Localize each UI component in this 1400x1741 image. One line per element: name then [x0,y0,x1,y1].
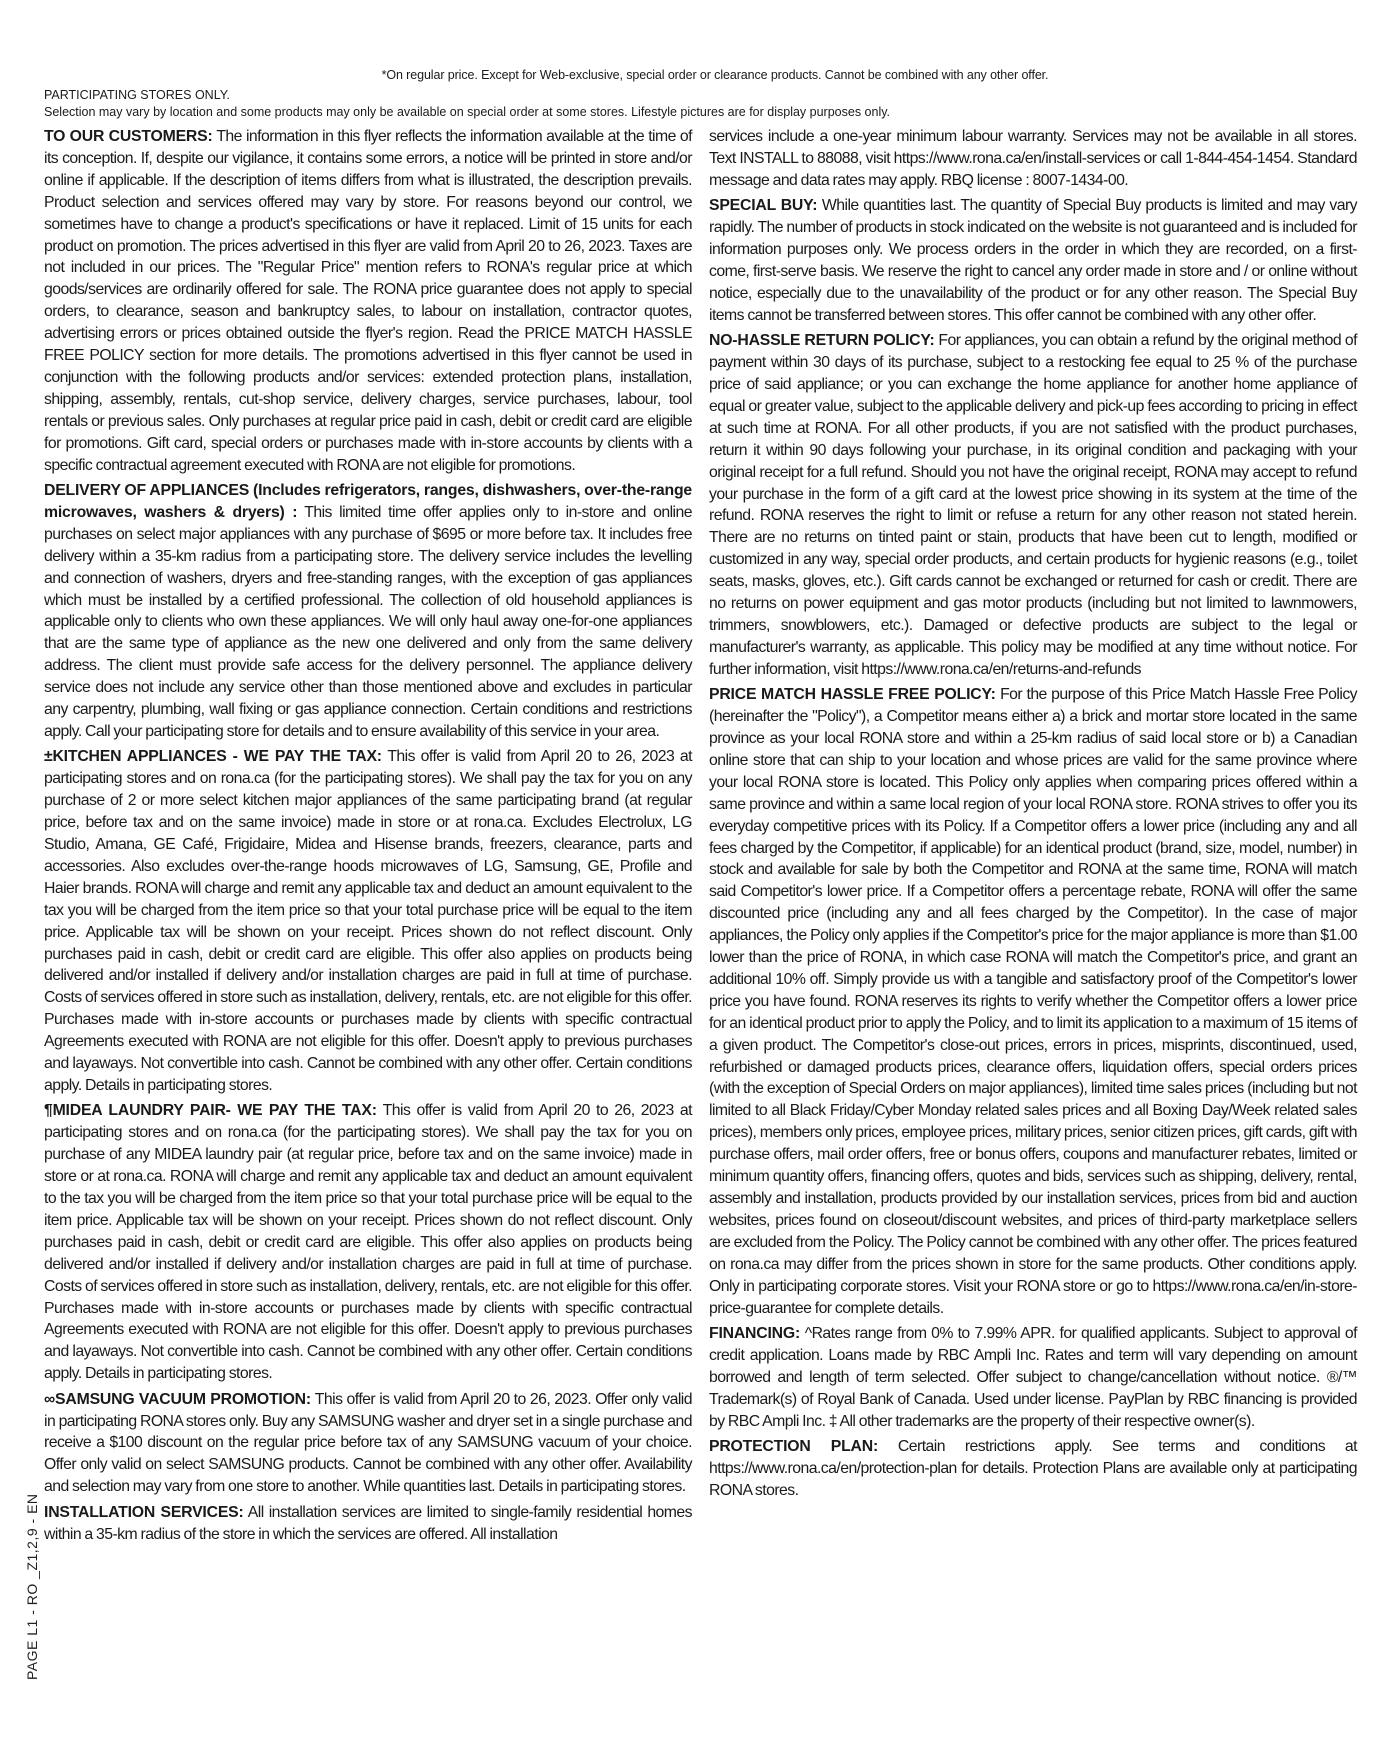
section-to-our-customers [44,126,692,477]
section-heading: ±KITCHEN APPLIANCES - WE PAY THE TAX: [44,748,382,766]
section-body: Certain restrictions apply. See terms and conditions at https://www.rona.ca/en/protection-plan for details. Protection Plans are available only at participating RONA stores. [709,1437,1357,1499]
section-heading: TO OUR CUSTOMERS: [44,128,213,145]
top-disclaimer: *On regular price. Except for Web-exclusive, special order or clearance products. Cannot be combined with any other offer. [381,68,1049,82]
section-no-hassle-return-policy [709,330,1357,681]
section-heading: ∞SAMSUNG VACUUM PROMOTION: [44,1390,311,1408]
section-body: All installation services are limited to single-family residential homes within a 35-km radius of the store in which the services are offered. All installation [44,1503,692,1543]
section-heading: PRICE MATCH HASSLE FREE POLICY: [709,686,996,704]
section-body: For the purpose of this Price Match Hassle Free Policy (hereinafter the "Policy"), a Competitor means either a) a brick and mortar store located in the same province as your local RONA store and within a 25-km radius of said local store or b) a Canadian online store that can ship to your location and whose prices are valid for the same province where your local RONA store is located. This Policy only applies when comparing prices offered within a same province and within a same local region of your local RONA store. RONA strives to offer you its everyday competitive prices with its Policy. If a Competitor offers a lower price (including any and all fees charged by the Competitor, if applicable) for an identical product (brand, size, model, number) in stock and available for sale by both the Competitor and RONA at the same time, RONA will match said Competitor's lower price. If a Competitor offers a percentage rebate, RONA will offer the same discounted price (including any and all fees charged by the Competitor). In the case of major appliances, the Policy only applies if the Competitor's price for the major appliance is more than $1.00 lower than the price of RONA, in which case RONA will match the Competitor's price, and grant an additional 10% off. Simply provide us with a tangible and satisfactory proof of the Competitor's lower price you have found. RONA reserves its rights to verify whether the Competitor offers a lower price for an identical product prior to apply the Policy, and to limit its application to a maximum of 15 items of a given product. The Competitor's close-out prices, errors in prices, misprints, discontinued, used, refurbished or damaged products prices, clearance offers, liquidation offers, special orders prices (with the exception of Special Orders on major appliances), limited time sales prices (including but not limited to all Black Friday/Cyber Monday related sales prices and all Boxing Day/Week related sales prices), members only prices, employee prices, military prices, senior citizen prices, gift cards, gift with purchase offers, mail order offers, free or bonus offers, coupons and manufacturer rebates, limited or minimum quantity offers, financing offers, quotes and bids, services such as shipping, delivery, rental, assembly and installation, products provided by our installation services, prices from bid and auction websites, prices found on closeout/discount websites, and prices of third-party marketplace sellers are excluded from the Policy. The Policy cannot be combined with any other offer. The prices featured on rona.ca may differ from the prices shown in store for the same products. Other conditions apply. Only in participating corporate stores. Visit your RONA store or go to https://www.rona.ca/en/in-store-price-guarantee for complete details. [709,686,1358,1317]
section-body: While quantities last. The quantity of Special Buy products is limited and may vary rapidly. The number of products in stock indicated on the website is not guaranteed and is included for information purposes only. We process orders in the order in which they are recorded, on a first-come, first-serve basis. We reserve the right to cancel any order made in store and / or online without notice, especially due to the unavailability of the product or for any other reason. The Special Buy items cannot be transferred between stores. This offer cannot be combined with any other offer. [709,197,1358,324]
section-price-match-policy [709,684,1357,1319]
section-financing [709,1323,1357,1433]
section-heading: SPECIAL BUY: [709,197,818,215]
section-kitchen-appliances [44,746,692,1097]
section-body: For appliances, you can obtain a refund by the original method of payment within 30 days of its purchase, subject to a restocking fee equal to 25 % of the purchase price of said appliance; or you can exchange the home appliance for another home appliance of equal or greater value, subject to the applicable delivery and pick-up fees according to pricing in effect at such time at RONA. For all other products, if you are not satisfied with the product purchases, return it within 90 days following your purchase, in its original condition and packaging with your original receipt for a full refund. Should you not have the original receipt, RONA may accept to refund your purchase in the form of a gift card at the lowest price showing in its system at the time of the refund. RONA reserves the right to limit or refuse a return for any other reason not stated herein. There are no returns on tinted paint or stain, products that have been cut to length, modified or customized in any way, special order products, and certain products for hygienic reasons (e.g., toilet seats, masks, gloves, etc.). Gift cards cannot be exchanged or returned for cash or credit. There are no returns on power equipment and gas motor products (including but not limited to lawnmowers, trimmers, snowblowers, etc.). Damaged or defective products are subject to the legal or manufacturer's warranty, as applicable. This policy may be modified at any time without notice. For further information, visit https://www.rona.ca/en/returns-and-refunds [709,332,1357,678]
participating-stores-note: PARTICIPATING STORES ONLY. [44,88,230,102]
section-samsung-vacuum-promotion [44,1389,692,1499]
section-protection-plan [709,1436,1357,1502]
section-installation-continued [709,126,1357,192]
section-heading: ¶MIDEA LAUNDRY PAIR- WE PAY THE TAX: [44,1102,377,1120]
section-body: This offer is valid from April 20 to 26, 2023 at participating stores and on rona.ca (for the participating stores). We shall pay the tax for you on any purchase of 2 or more select kitchen major appliances of the same participating brand (at regular price, before tax and on the same invoice) made in store or at rona.ca. Excludes Electrolux, LG Studio, Amana, GE Café, Frigidaire, Midea and Hisense brands, freezers, clearance, parts and accessories. Also excludes over-the-range hoods microwaves of LG, Samsung, GE, Profile and Haier brands. RONA will charge and remit any applicable tax and deduct an amount equivalent to the tax you will be charged from the item price so that your total purchase price will be equal to the item price. Applicable tax will be shown on your receipt. Prices shown do not reflect discount. Only purchases paid in cash, debit or credit card are eligible. This offer also applies on products being delivered and/or installed if delivery and/or installation charges are paid in full at time of purchase. Costs of services offered in store such as installation, delivery, rentals, etc. are not eligible for this offer. Purchases made with in-store accounts or purchases made by clients with specific contractual Agreements executed with RONA are not eligible for this offer. Doesn't apply to previous purchases and layaways. Not convertible into cash. Cannot be combined with any other offer. Certain conditions apply. Details in participating stores. [44,748,692,1094]
section-installation-services [44,1502,692,1546]
selection-note: Selection may vary by location and some products may only be available on special order at some stores. Lifestyle pictures are for display purposes only. [44,105,891,119]
section-body: This offer is valid from April 20 to 26, 2023. Offer only valid in participating RONA stores only. Buy any SAMSUNG washer and dryer set in a single purchase and receive a $100 discount on the regular price before tax of any SAMSUNG vacuum of your choice. Offer only valid on select SAMSUNG products. Cannot be combined with any other offer. Availability and selection may vary from one store to another. While quantities last. Details in participating stores. [44,1390,692,1496]
section-heading: FINANCING: [709,1324,801,1342]
left-column [44,126,692,1549]
section-midea-laundry-pair [44,1100,692,1385]
section-heading: DELIVERY OF APPLIANCES (Includes refrigerators, ranges, dishwashers, over-the-range microwaves, washers & dryers) : [44,482,692,521]
section-special-buy [709,195,1357,326]
section-heading: INSTALLATION SERVICES: [44,1503,244,1521]
section-heading: PROTECTION PLAN: [709,1437,879,1455]
section-body: ^Rates range from 0% to 7.99% APR. for qualified applicants. Subject to approval of credit application. Loans made by RBC Ampli Inc. Rates and term will vary depending on amount borrowed and length of term selected. Offer subject to change/cancellation without notice. ®/™ Trademark(s) of Royal Bank of Canada. Used under license. PayPlan by RBC financing is provided by RBC Ampli Inc. ‡ All other trademarks are the property of their respective owner(s). [709,1324,1357,1430]
section-body: This limited time offer applies only to in-store and online purchases on select major appliances with any purchase of $695 or more before tax. It includes free delivery within a 35-km radius from a participating store. The delivery service includes the levelling and connection of washers, dryers and free-standing ranges, with the exception of gas appliances which must be installed by a certified professional. The collection of old household appliances is applicable only to clients who own these appliances. We will only haul away one-for-one appliances that are the same type of appliance as the new one delivered and only from the same delivery address. The client must provide safe access for the delivery personnel. The appliance delivery service does not include any service other than those mentioned above and excludes in particular any carpentry, plumbing, wall fixing or gas appliance connection. Certain conditions and restrictions apply. Call your participating store for details and to ensure availability of this service in your area. [44,503,692,740]
section-body: The information in this flyer reflects the information available at the time of its conception. If, despite our vigilance, it contains some errors, a notice will be printed in store and/or online if applicable. If the description of items differs from what is illustrated, the description prevails. Product selection and services offered may vary by store. For reasons beyond our control, we sometimes have to change a product's specifications or have it replaced. Limit of 15 units for each product on promotion. The prices advertised in this flyer are valid from April 20 to 26, 2023. Taxes are not included in our prices. The "Regular Price" mention refers to RONA's regular price at which goods/services are ordinarily offered for sale. The RONA price guarantee does not apply to special orders, to clearance, season and bankruptcy sales, to labour on installation, contractor quotes, advertising errors or prices obtained outside the flyer's region. Read the PRICE MATCH HASSLE FREE POLICY section for more details. The promotions advertised in this flyer cannot be used in conjunction with the following products and/or services: extended protection plans, installation, shipping, assembly, rentals, cut-shop service, delivery charges, service purchases, labour, tool rentals or previous sales. Only purchases at regular price paid in cash, debit or credit card are eligible for promotions. Gift card, special orders or purchases made with in-store accounts by clients with a specific contractual agreement executed with RONA are not eligible for promotions. [44,128,692,474]
section-delivery-of-appliances [44,480,692,743]
section-heading: NO-HASSLE RETURN POLICY: [709,332,935,350]
page-code-vertical: PAGE L1 - RO _Z1,2,9 - EN [24,1493,40,1680]
right-column [709,126,1357,1505]
section-body: This offer is valid from April 20 to 26, 2023 at participating stores and on rona.ca (for the participating stores). We shall pay the tax for you on purchase of any MIDEA laundry pair (at regular price, before tax and on the same invoice) made in store or at rona.ca. RONA will charge and remit any applicable tax and deduct an amount equivalent to the tax you will be charged from the item price so that your total purchase price will be equal to the item price. Applicable tax will be shown on your receipt. Prices shown do not reflect discount. Only purchases paid in cash, debit or credit card are eligible. This offer also applies on products being delivered and/or installed if delivery and/or installation charges are paid in full at time of purchase. Costs of services offered in store such as installation, delivery, rentals, etc. are not eligible for this offer. Purchases made with in-store accounts or purchases made by clients with specific contractual Agreements executed with RONA are not eligible for this offer. Doesn't apply to previous purchases and layaways. Not convertible into cash. Cannot be combined with any other offer. Certain conditions apply. Details in participating stores. [44,1102,692,1383]
section-body: services include a one-year minimum labour warranty. Services may not be available in all stores. Text INSTALL to 88088, visit https://www.rona.ca/en/install-services or call 1-844-454-1454. Standard message and data rates may apply. RBQ license : 8007-1434-00. [709,128,1357,189]
